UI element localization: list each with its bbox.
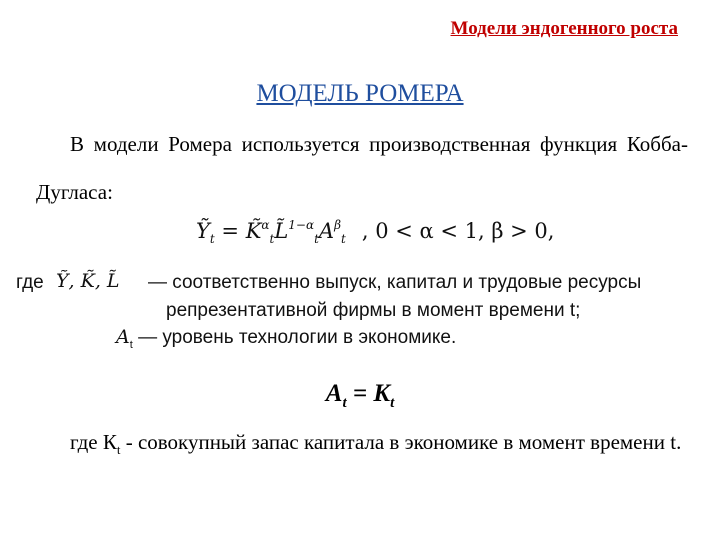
formula-labor-exp: 1−α <box>288 218 315 232</box>
formula-desc-line3 <box>116 326 456 351</box>
slide-topic-link[interactable]: Модели эндогенного роста <box>450 18 678 39</box>
formula-output-sub: t <box>209 232 215 246</box>
formula-output-var: Ỹ <box>196 219 210 243</box>
formula-capital-var: K̃ <box>245 219 262 243</box>
formula-variables: Ỹ, K̃, L̃ <box>56 270 120 292</box>
tech-var: A <box>116 326 130 348</box>
tech-desc: — уровень технологии в экономике. <box>138 327 457 348</box>
slide-title: МОДЕЛЬ РОМЕРА <box>256 80 464 107</box>
cobb-douglas-formula <box>196 218 554 246</box>
eq-right-var: K <box>373 380 391 407</box>
explanation-sub: t <box>116 442 121 458</box>
key-equation <box>0 380 720 412</box>
formula-desc-line1: — соответственно выпуск, капитал и трудовые ресурсы <box>148 272 642 293</box>
explanation-text: - совокупный запас капитала в экономике в момент времени t. <box>120 430 682 454</box>
formula-desc-line2: репрезентативной фирмы в момент времени t; <box>166 300 581 321</box>
formula-labor-var: L̃ <box>274 219 289 243</box>
formula-capital-exp: α <box>261 218 270 232</box>
formula-capital-sub: t <box>269 232 275 246</box>
eq-right-sub: t <box>390 395 395 411</box>
eq-left-var: A <box>325 380 343 407</box>
formula-conditions: , 0 < α < 1, β > 0, <box>361 219 555 243</box>
eq-equals: = <box>346 380 374 407</box>
intro-text: В модели Ромера используется производственная функция Кобба-Дугласа: <box>36 132 688 204</box>
formula-where-label: где <box>16 272 44 293</box>
formula-labor-sub: t <box>314 232 319 246</box>
formula-equals: = <box>221 219 239 243</box>
formula-tech-sub: t <box>341 232 346 246</box>
formula-tech-exp: β <box>334 218 342 232</box>
tech-var-sub: t <box>129 339 133 351</box>
explanation-paragraph <box>36 418 688 474</box>
eq-left-sub: t <box>342 395 347 411</box>
intro-paragraph <box>36 120 688 216</box>
explanation-prefix: где К <box>70 430 117 454</box>
formula-tech-var: A <box>318 219 335 243</box>
